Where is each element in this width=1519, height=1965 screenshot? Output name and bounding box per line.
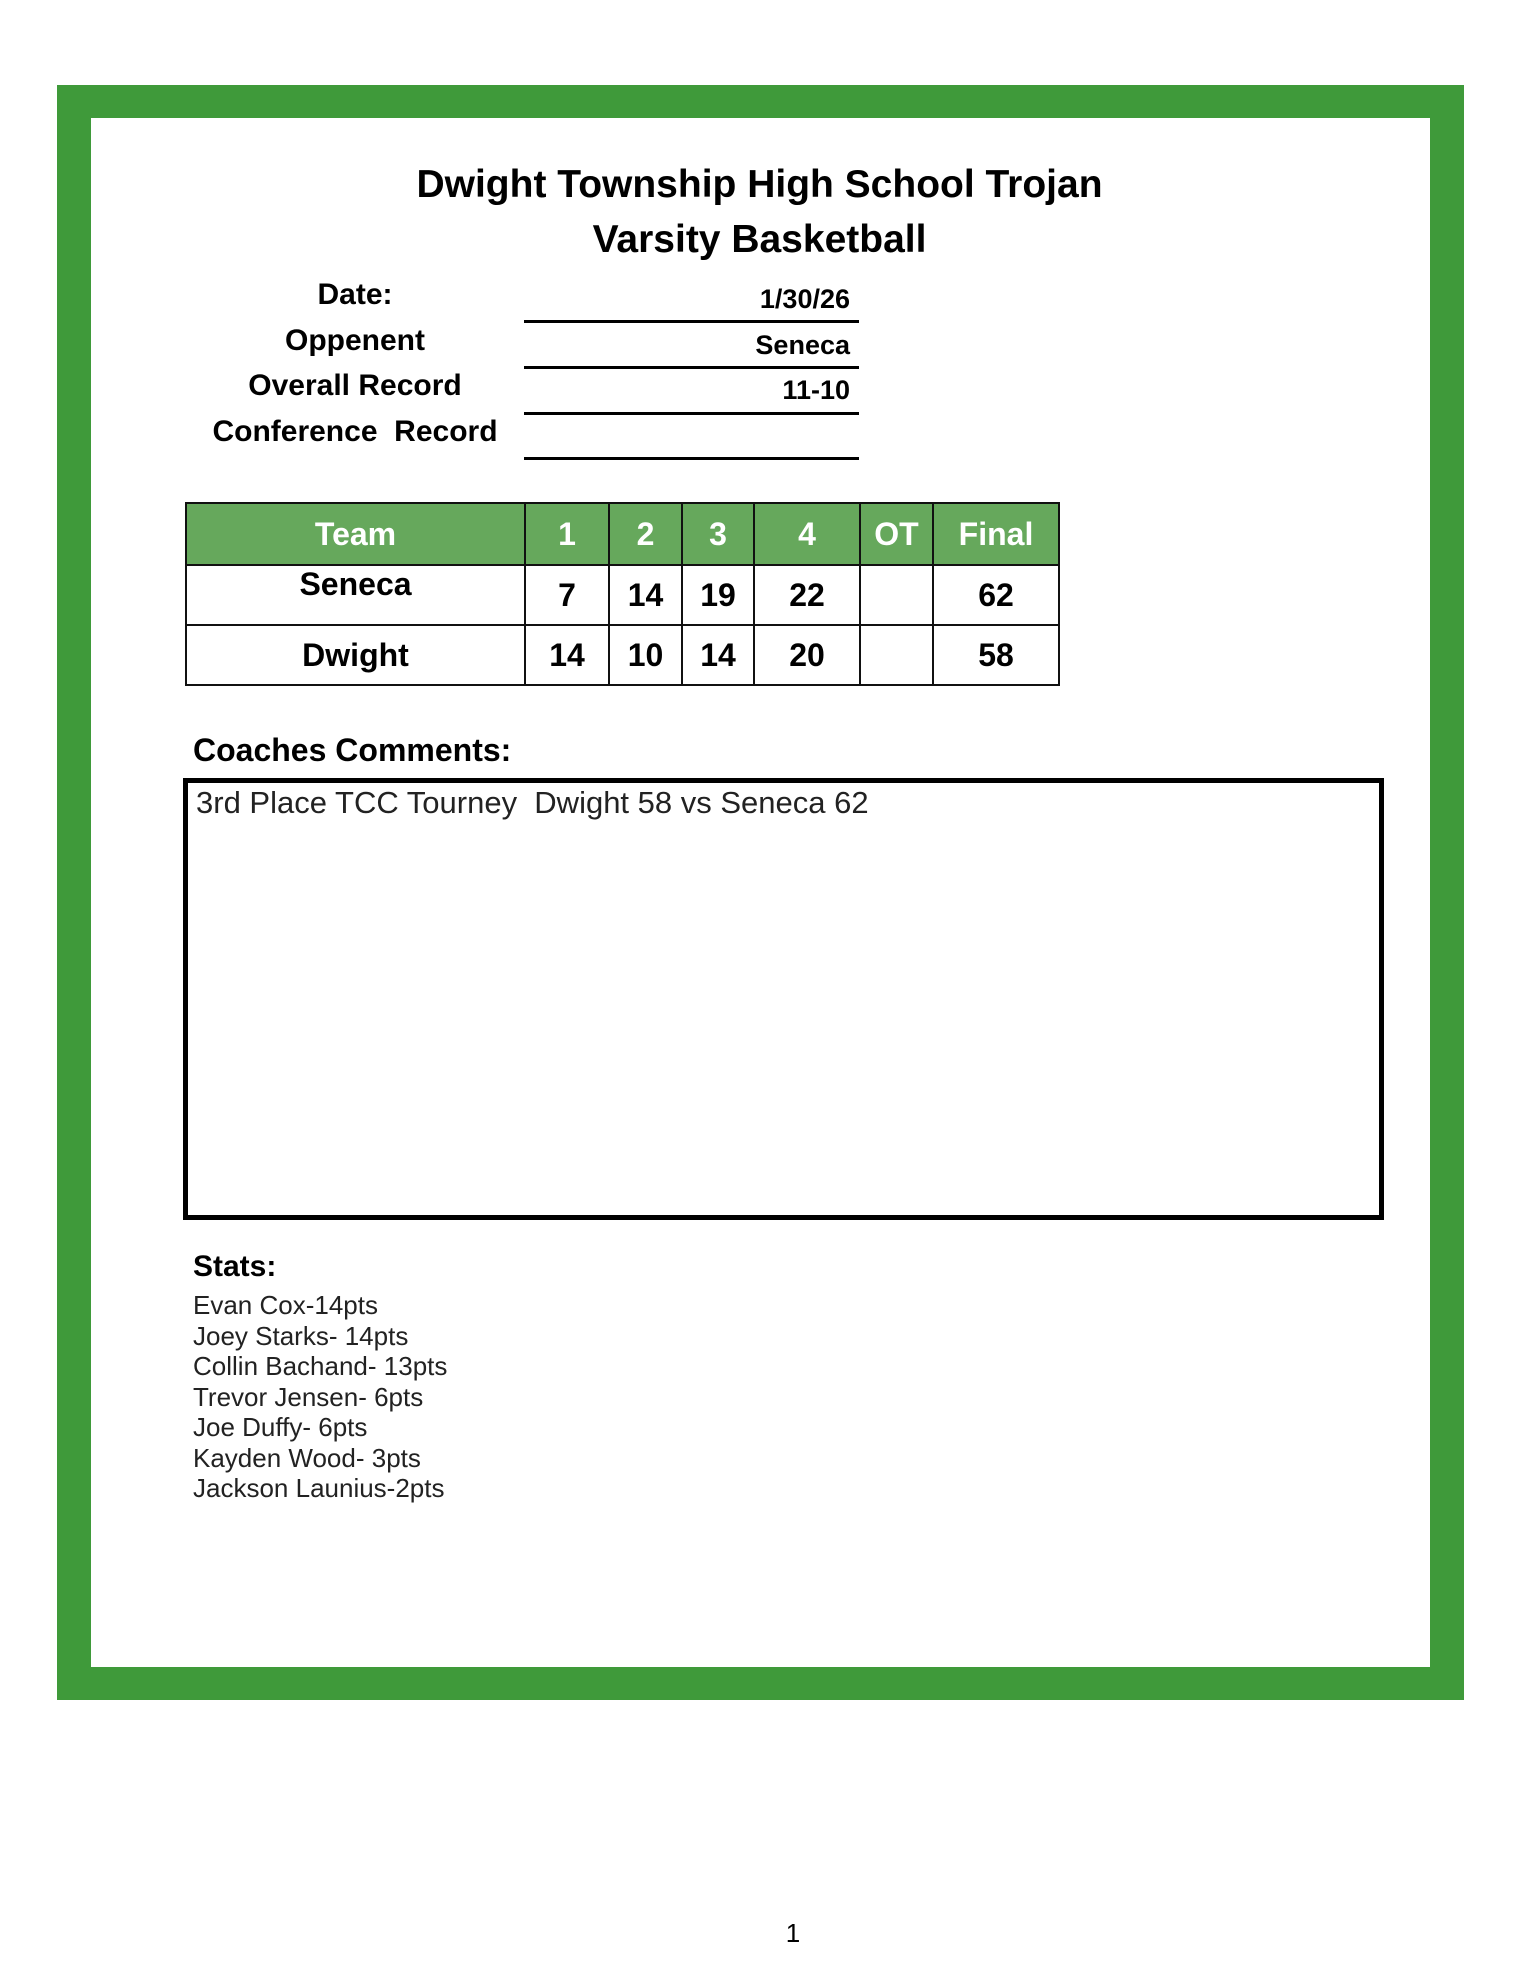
team-name: Seneca — [186, 565, 525, 625]
team-name: Dwight — [186, 625, 525, 685]
header-q2: 2 — [609, 503, 682, 565]
q2-score: 10 — [609, 625, 682, 685]
header-final: Final — [933, 503, 1059, 565]
stats-heading: Stats: — [193, 1250, 277, 1283]
stats-list — [193, 1290, 447, 1504]
list-item: Joey Starks- 14pts — [193, 1320, 409, 1351]
table-row — [186, 625, 1059, 685]
q4-score: 22 — [754, 565, 860, 625]
conference-record-underline — [524, 457, 859, 460]
header-ot: OT — [860, 503, 933, 565]
q1-score: 14 — [525, 625, 609, 685]
header-q3: 3 — [682, 503, 754, 565]
header-q1: 1 — [525, 503, 609, 565]
q4-score: 20 — [754, 625, 860, 685]
list-item: Kayden Wood- 3pts — [193, 1442, 421, 1473]
date-underline — [524, 320, 859, 323]
ot-score — [860, 565, 933, 625]
list-item: Joe Duffy- 6pts — [193, 1412, 368, 1442]
date-label: Date: — [317, 278, 393, 311]
coaches-comments-text: 3rd Place TCC Tourney Dwight 58 vs Seneca 62 — [196, 785, 869, 820]
list-item: Evan Cox-14pts — [193, 1290, 378, 1320]
page-subtitle: Varsity Basketball — [592, 218, 927, 261]
header-team: Team — [186, 503, 525, 565]
final-score: 58 — [933, 625, 1059, 685]
coaches-comments-box — [183, 778, 1384, 1220]
table-row — [186, 565, 1059, 625]
q3-score: 14 — [682, 625, 754, 685]
list-item: Jackson Launius-2pts — [193, 1473, 445, 1503]
page-title: Dwight Township High School Trojan — [416, 163, 1103, 206]
overall-record-value: 11-10 — [782, 375, 850, 405]
coaches-comments-heading: Coaches Comments: — [193, 732, 512, 768]
opponent-underline — [524, 366, 859, 369]
opponent-value: Seneca — [755, 330, 850, 360]
conference-record-label: Conference Record — [212, 415, 498, 448]
q2-score: 14 — [609, 565, 682, 625]
date-value: 1/30/26 — [759, 284, 850, 314]
q1-score: 7 — [525, 565, 609, 625]
scoreboard-header-row — [186, 503, 1059, 565]
final-score: 62 — [933, 565, 1059, 625]
overall-record-underline — [524, 412, 859, 415]
list-item: Collin Bachand- 13pts — [193, 1351, 448, 1381]
header-q4: 4 — [754, 503, 860, 565]
scoreboard-table — [185, 502, 1060, 686]
overall-record-label: Overall Record — [248, 369, 462, 402]
opponent-label: Oppenent — [285, 324, 425, 357]
list-item: Trevor Jensen- 6pts — [193, 1381, 424, 1412]
q3-score: 19 — [682, 565, 754, 625]
ot-score — [860, 625, 933, 685]
page-number: 1 — [785, 1918, 801, 1948]
